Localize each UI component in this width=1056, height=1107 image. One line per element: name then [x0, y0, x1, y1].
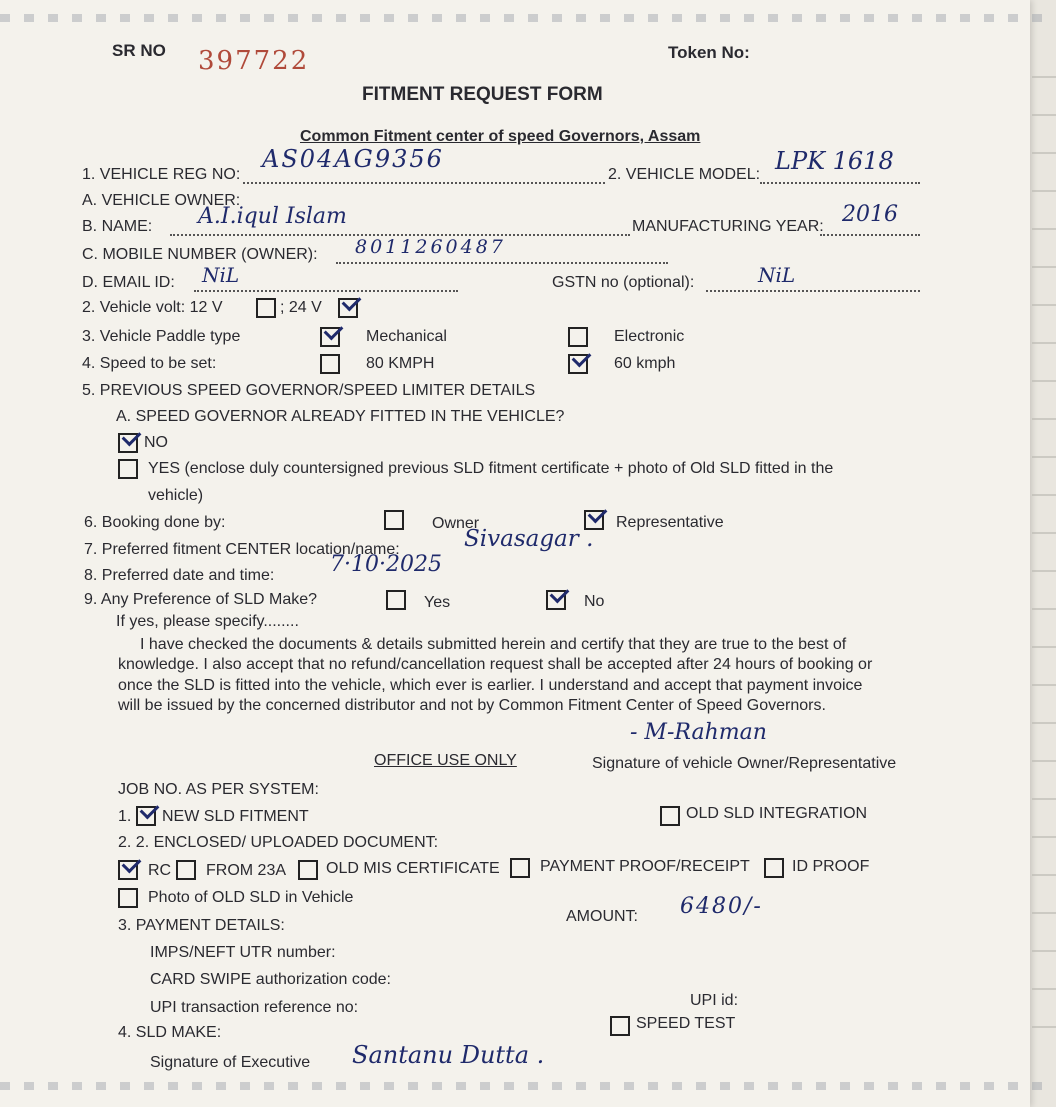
mfg-year-value[interactable]: 2016: [842, 202, 898, 227]
owner-signature-label: Signature of vehicle Owner/Representative: [592, 755, 897, 772]
volt-12-checkbox[interactable]: [256, 298, 276, 318]
job-no-label: JOB NO. AS PER SYSTEM:: [118, 781, 319, 798]
exec-signature-label: Signature of Executive: [150, 1054, 311, 1071]
background-ruled-page: [1032, 40, 1056, 1040]
perforation-bottom: [0, 1082, 1056, 1090]
vehicle-model-label: 2. VEHICLE MODEL:: [608, 166, 761, 183]
speed-60-checkbox[interactable]: [568, 354, 588, 374]
booking-rep-label: Representative: [616, 514, 724, 531]
prev-governor-heading: 5. PREVIOUS SPEED GOVERNOR/SPEED LIMITER DETAILS: [82, 382, 536, 399]
vehicle-reg-label: 1. VEHICLE REG NO:: [82, 166, 241, 183]
mobile-label: C. MOBILE NUMBER (OWNER):: [82, 246, 318, 263]
prev-yes-checkbox[interactable]: [118, 459, 138, 479]
paddle-electronic-checkbox[interactable]: [568, 327, 588, 347]
speed-80-label: 80 KMPH: [366, 355, 435, 372]
booking-owner-label: Owner: [432, 515, 480, 532]
doc-id-label: ID PROOF: [792, 858, 870, 875]
declaration-line-3: once the SLD is fitted into the vehicle, which ever is earlier. I understand and accept that payment invoice: [118, 677, 863, 694]
doc-photo-label: Photo of OLD SLD in Vehicle: [148, 889, 354, 906]
perforation-top: [0, 14, 1056, 22]
email-dotted-line: [194, 290, 458, 292]
new-sld-checkbox[interactable]: [136, 806, 156, 826]
paddle-mechanical-label: Mechanical: [366, 328, 447, 345]
mfg-year-label: MANUFACTURING YEAR:: [632, 218, 824, 235]
paddle-mechanical-checkbox[interactable]: [320, 327, 340, 347]
booking-label: 6. Booking done by:: [84, 514, 226, 531]
gstn-dotted-line: [706, 290, 920, 292]
gstn-value[interactable]: NiL: [758, 263, 796, 287]
doc-id-checkbox[interactable]: [764, 858, 784, 878]
speed-60-label: 60 kmph: [614, 355, 676, 372]
vehicle-reg-value[interactable]: AS04AG9356: [262, 145, 444, 173]
center-label: 7. Preferred fitment CENTER location/name:: [84, 541, 400, 558]
reg-dotted-line: [243, 182, 605, 184]
doc-23a-label: FROM 23A: [206, 862, 287, 879]
doc-23a-checkbox[interactable]: [176, 860, 196, 880]
owner-name-value[interactable]: A.I.iqul Islam: [198, 204, 347, 229]
volt-label: 2. Vehicle volt: 12 V: [82, 299, 223, 316]
declaration-line-2: knowledge. I also accept that no refund/cancellation request shall be accepted after 24 hours of booking or: [118, 656, 873, 673]
doc-mis-checkbox[interactable]: [298, 860, 318, 880]
doc-photo-checkbox[interactable]: [118, 888, 138, 908]
owner-name-label: B. NAME:: [82, 218, 153, 235]
doc-rc-label: RC: [148, 862, 172, 879]
vehicle-owner-heading: A. VEHICLE OWNER:: [82, 192, 241, 209]
specify-label: If yes, please specify........: [116, 613, 299, 630]
token-label: Token No:: [668, 43, 750, 62]
sld-pref-yes-label: Yes: [424, 594, 451, 611]
email-value[interactable]: NiL: [202, 263, 240, 287]
mobile-dotted-line: [336, 262, 668, 264]
speed-test-checkbox[interactable]: [610, 1016, 630, 1036]
vehicle-model-value[interactable]: LPK 1618: [775, 147, 894, 175]
booking-owner-checkbox[interactable]: [384, 510, 404, 530]
amount-value[interactable]: 6480/-: [680, 894, 763, 919]
owner-signature: - M-Rahman: [630, 720, 767, 745]
upi-ref-label: UPI transaction reference no:: [150, 999, 359, 1016]
sld-pref-yes-checkbox[interactable]: [386, 590, 406, 610]
date-value[interactable]: 7·10·2025: [330, 552, 442, 577]
doc-payment-label: PAYMENT PROOF/RECEIPT: [540, 858, 750, 875]
declaration-line-1: I have checked the documents & details submitted herein and certify that they are true to the best of: [140, 636, 847, 653]
office-use-heading: OFFICE USE ONLY: [374, 752, 517, 769]
email-label: D. EMAIL ID:: [82, 274, 175, 291]
sr-no-label: SR NO: [112, 41, 166, 60]
prev-no-label: NO: [144, 434, 168, 451]
sld-pref-no-checkbox[interactable]: [546, 590, 566, 610]
doc-mis-label: OLD MIS CERTIFICATE: [326, 860, 500, 877]
speed-label: 4. Speed to be set:: [82, 355, 217, 372]
sld-pref-no-label: No: [584, 593, 605, 610]
volt-sep: ; 24 V: [280, 299, 322, 316]
sld-pref-label: 9. Any Preference of SLD Make?: [84, 591, 318, 608]
old-sld-label: OLD SLD INTEGRATION: [686, 805, 868, 822]
paddle-electronic-label: Electronic: [614, 328, 685, 345]
mfg-dotted-line: [820, 234, 920, 236]
prev-governor-question: A. SPEED GOVERNOR ALREADY FITTED IN THE VEHICLE?: [116, 408, 565, 425]
prev-yes-label: YES (enclose duly countersigned previous SLD fitment certificate + photo of Old SLD fitted in the: [148, 460, 834, 477]
form-subtitle: Common Fitment center of speed Governors, Assam: [300, 128, 701, 145]
prev-yes-label-cont: vehicle): [148, 487, 204, 504]
new-sld-prefix: 1.: [118, 808, 132, 825]
sr-no-value: 397722: [198, 46, 310, 76]
date-label: 8. Preferred date and time:: [84, 567, 275, 584]
enclosed-label: 2. 2. ENCLOSED/ UPLOADED DOCUMENT:: [118, 834, 439, 851]
gstn-label: GSTN no (optional):: [552, 274, 695, 291]
volt-24-checkbox[interactable]: [338, 298, 358, 318]
mobile-value[interactable]: 8011260487: [355, 236, 506, 258]
sld-make-label: 4. SLD MAKE:: [118, 1024, 222, 1041]
paddle-label: 3. Vehicle Paddle type: [82, 328, 241, 345]
exec-signature-value: Santanu Dutta .: [352, 1041, 545, 1069]
doc-payment-checkbox[interactable]: [510, 858, 530, 878]
card-swipe-label: CARD SWIPE authorization code:: [150, 971, 391, 988]
old-sld-checkbox[interactable]: [660, 806, 680, 826]
imps-label: IMPS/NEFT UTR number:: [150, 944, 336, 961]
form-title: FITMENT REQUEST FORM: [362, 84, 603, 105]
speed-test-label: SPEED TEST: [636, 1015, 736, 1032]
payment-label: 3. PAYMENT DETAILS:: [118, 917, 285, 934]
speed-80-checkbox[interactable]: [320, 354, 340, 374]
new-sld-label: NEW SLD FITMENT: [162, 808, 309, 825]
upi-id-label: UPI id:: [690, 992, 739, 1009]
prev-no-checkbox[interactable]: [118, 433, 138, 453]
declaration-line-4: will be issued by the concerned distributor and not by Common Fitment Center of Speed Governors.: [118, 697, 826, 714]
doc-rc-checkbox[interactable]: [118, 860, 138, 880]
model-dotted-line: [760, 182, 920, 184]
amount-label: AMOUNT:: [566, 908, 638, 925]
center-value[interactable]: Sivasagar .: [464, 526, 594, 552]
